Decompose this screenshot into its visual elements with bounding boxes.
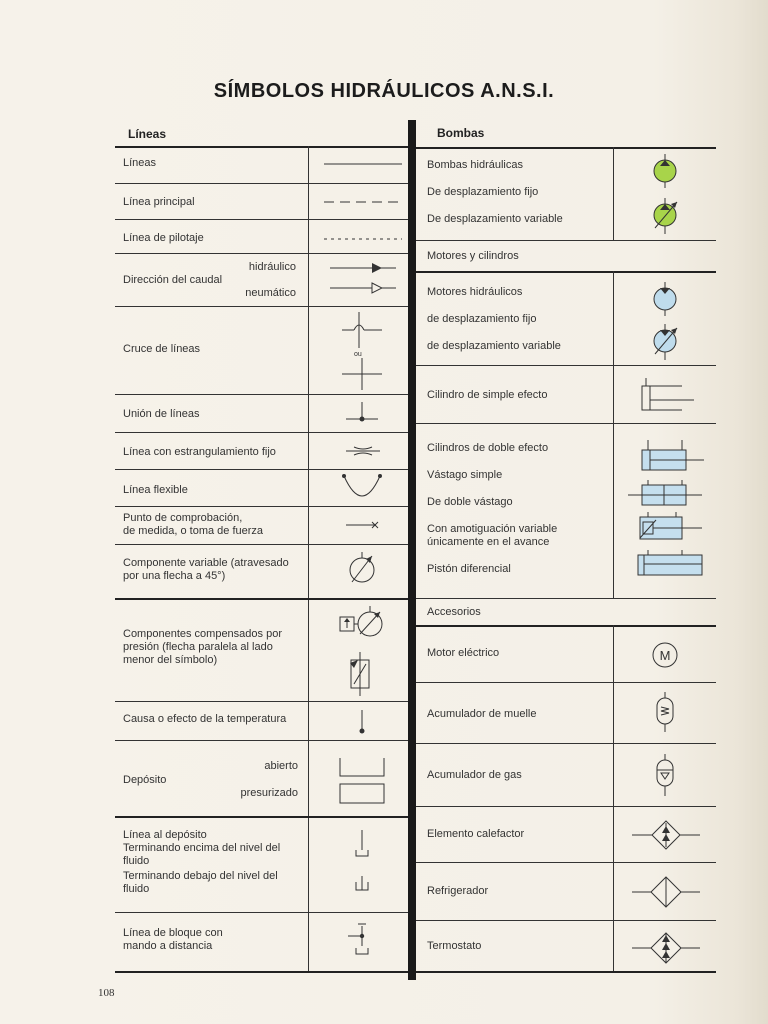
table-rule [416, 271, 716, 273]
label-motores-hidraulicos: Motores hidráulicos [427, 286, 523, 298]
table-rule [416, 920, 716, 921]
spring-accumulator-icon [640, 690, 690, 738]
table-rule [115, 912, 408, 913]
motor-letter-m: M [659, 648, 671, 663]
table-rule [115, 183, 408, 184]
table-rule [115, 306, 408, 307]
table-rule [416, 682, 716, 683]
label-linea-deposito-5: fluido [123, 883, 150, 895]
remote-block-line-icon [318, 916, 406, 968]
label-amortiguacion-1: Con amotiguación variable [427, 523, 558, 535]
table-rule [613, 147, 614, 240]
label-linea-principal: Línea principal [123, 196, 195, 208]
table-rule [115, 506, 408, 507]
left-column-heading: Líneas [128, 127, 167, 141]
page-title: SÍMBOLOS HIDRÁULICOS A.N.S.I. [213, 80, 555, 102]
table-rule [416, 147, 716, 149]
single-acting-cylinder-icon [630, 376, 710, 416]
double-acting-cylinder-icon [626, 436, 710, 476]
label-termostato: Termostato [427, 940, 482, 952]
label-bloque-1: Línea de bloque con [123, 927, 223, 939]
table-rule [416, 365, 716, 366]
reservoir-icon [318, 746, 406, 812]
label-desplazamiento-variable: De desplazamiento variable [427, 213, 563, 225]
label-cilindros-doble: Cilindros de doble efecto [427, 442, 549, 454]
double-rod-cylinder-icon [626, 480, 710, 510]
table-rule [613, 271, 614, 598]
label-bombas-hidraulicas: Bombas hidráulicas [427, 159, 523, 171]
label-linea-deposito-4: Terminando debajo del nivel del [123, 870, 278, 882]
table-rule [115, 469, 408, 470]
label-desplazamiento-fijo: De desplazamiento fijo [427, 186, 539, 198]
table-rule [416, 743, 716, 744]
label-accesorios: Accesorios [427, 606, 481, 618]
variable-pump-icon [640, 196, 690, 238]
label-ou: ou [354, 351, 362, 358]
table-rule [115, 701, 408, 702]
label-presurizado: presurizado [240, 787, 298, 799]
table-rule [115, 432, 408, 433]
label-cruce-lineas: Cruce de líneas [123, 343, 201, 355]
label-elemento-calefactor: Elemento calefactor [427, 828, 525, 840]
line-to-reservoir-icon [318, 822, 406, 908]
table-rule [115, 219, 408, 220]
gas-accumulator-icon [640, 752, 690, 800]
label-punto-comprobacion-2: de medida, o toma de fuerza [123, 525, 264, 537]
label-doble-vastago: De doble vástago [427, 496, 513, 508]
label-hidraulico: hidráulico [248, 261, 296, 273]
table-rule [115, 394, 408, 395]
heater-icon [626, 814, 706, 856]
label-linea-pilotaje: Línea de pilotaje [123, 232, 204, 244]
label-componente-variable-1: Componente variable (atravesado [123, 557, 289, 569]
dashed-line-icon [318, 188, 406, 216]
table-rule [115, 253, 408, 254]
dotted-line-icon [318, 224, 406, 252]
differential-piston-icon [626, 550, 710, 580]
label-linea-deposito-2: Terminando encima del nivel del [123, 842, 281, 854]
table-rule [115, 146, 408, 148]
label-abierto: abierto [264, 760, 298, 772]
column-divider [408, 120, 416, 980]
electric-motor-icon [640, 638, 690, 672]
variable-motor-icon [640, 322, 690, 364]
label-linea-deposito-1: Línea al depósito [123, 829, 207, 841]
table-rule [115, 816, 408, 818]
pressure-compensated-icon [318, 602, 406, 700]
temperature-icon [318, 706, 406, 738]
label-bloque-2: mando a distancia [123, 940, 213, 952]
cooler-icon [626, 870, 706, 914]
table-rule [115, 740, 408, 741]
cushioned-cylinder-icon [626, 512, 710, 546]
table-rule [416, 423, 716, 424]
variable-component-icon [318, 548, 406, 596]
page-number: 108 [98, 987, 115, 999]
fixed-restriction-icon [318, 436, 406, 466]
test-point-icon [318, 512, 406, 540]
label-cilindro-simple: Cilindro de simple efecto [427, 389, 548, 401]
table-rule [416, 862, 716, 863]
solid-line-icon [318, 150, 406, 180]
label-deposito: Depósito [123, 774, 167, 786]
table-rule [115, 598, 408, 600]
label-temperatura: Causa o efecto de la temperatura [123, 713, 287, 725]
label-compensados-1: Componentes compensados por [123, 628, 282, 640]
label-motores-cilindros: Motores y cilindros [427, 250, 519, 262]
label-acumulador-gas: Acumulador de gas [427, 769, 522, 781]
label-neumatico: neumático [245, 287, 296, 299]
label-componente-variable-2: por una flecha a 45°) [123, 570, 226, 582]
table-rule [308, 146, 309, 972]
line-crossing-icon [318, 308, 406, 392]
label-amortiguacion-2: únicamente en el avance [427, 536, 550, 548]
label-compensados-2: presión (flecha paralela al lado [123, 641, 273, 653]
label-piston-diferencial: Pistón diferencial [427, 563, 511, 575]
table-rule [416, 625, 716, 627]
thermostat-icon [626, 926, 706, 970]
label-refrigerador: Refrigerador [427, 885, 489, 897]
right-column-heading: Bombas [437, 126, 485, 140]
fixed-motor-icon [640, 280, 690, 320]
table-rule [416, 598, 716, 599]
label-linea-deposito-3: fluido [123, 855, 150, 867]
label-motor-fijo: de desplazamiento fijo [427, 313, 537, 325]
label-union-lineas: Unión de líneas [123, 408, 200, 420]
label-punto-comprobacion-1: Punto de comprobación, [123, 512, 243, 524]
label-estrangulamiento: Línea con estrangulamiento fijo [123, 446, 276, 458]
table-rule [416, 971, 716, 973]
label-motor-variable: de desplazamiento variable [427, 340, 561, 352]
label-motor-electrico: Motor eléctrico [427, 647, 500, 659]
label-linea-flexible: Línea flexible [123, 484, 188, 496]
table-rule [115, 971, 408, 973]
line-junction-icon [318, 398, 406, 430]
flow-direction-icon [318, 256, 406, 304]
table-rule [115, 544, 408, 545]
label-compensados-3: menor del símbolo) [123, 654, 218, 666]
label-acumulador-muelle: Acumulador de muelle [427, 708, 537, 720]
label-vastago-simple: Vástago simple [427, 469, 503, 481]
label-direccion-caudal: Dirección del caudal [123, 274, 223, 286]
label-lineas: Líneas [123, 157, 157, 169]
table-rule [416, 240, 716, 241]
fixed-pump-icon [640, 152, 690, 192]
table-rule [416, 806, 716, 807]
flexible-line-icon [318, 472, 406, 504]
